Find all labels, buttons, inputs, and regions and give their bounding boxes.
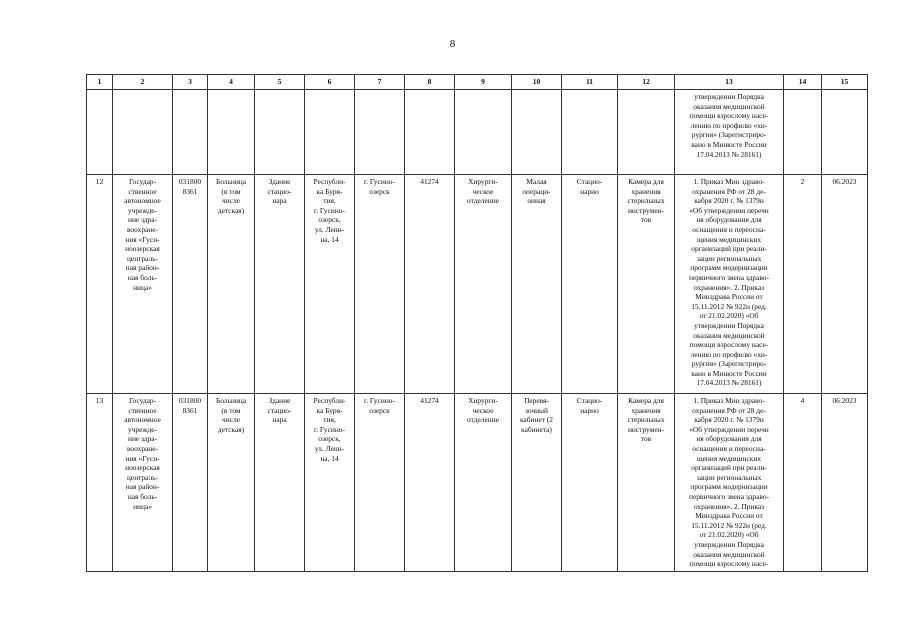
table-cell bbox=[618, 394, 675, 572]
table-cell bbox=[405, 90, 455, 175]
table-cell bbox=[208, 90, 255, 175]
table-cell bbox=[822, 90, 868, 175]
column-header: 5 bbox=[255, 75, 305, 90]
table-cell bbox=[255, 175, 305, 394]
table-cell bbox=[784, 175, 822, 394]
table-cell bbox=[512, 175, 562, 394]
regulation-text: 1. Приказ Мин здраво- охранения РФ от 28 де- кабря 2020 г. № 1379н «Об утверждении перечн ня оборудования для оснащения и переосна- щения медицинских организаций при реали- зации региональных программ модернизации первичного звена здраво- охранения». 2. Приказ Минздрава России от 15.11.2012 № 922н (ред. от 21.02.2020) «Об утверждении Порядка оказания медицинской помощи взрослому насе- bbox=[689, 396, 769, 569]
table-cell bbox=[512, 394, 562, 572]
organization-name: Государ- ственное автономное учрежде- ние здра- воохране- ния «Гуси- ноозерская централь- ная район- ная боль- ница» bbox=[124, 396, 161, 511]
column-header: 10 bbox=[512, 75, 562, 90]
quantity: 4 bbox=[800, 396, 805, 405]
table-cell bbox=[675, 175, 784, 394]
settlement: г. Гусино- озерск bbox=[364, 396, 395, 415]
column-header: 1 bbox=[87, 75, 113, 90]
organization-code: 031800 8361 bbox=[178, 396, 202, 415]
equipment-name: Камера для хранения стерильных инструмен- тов bbox=[627, 177, 665, 225]
table-row bbox=[87, 175, 868, 394]
column-header: 2 bbox=[113, 75, 173, 90]
header-row bbox=[87, 75, 868, 90]
column-header: 15 bbox=[822, 75, 868, 90]
building: Здание стацио- нара bbox=[267, 396, 292, 425]
table-cell bbox=[618, 90, 675, 175]
page-number: 8 bbox=[449, 38, 456, 50]
table-cell bbox=[618, 175, 675, 394]
table-cell bbox=[355, 175, 405, 394]
quantity: 2 bbox=[800, 177, 805, 186]
row-number: 12 bbox=[95, 177, 104, 186]
column-header: 12 bbox=[618, 75, 675, 90]
table-cell bbox=[675, 90, 784, 175]
column-header: 13 bbox=[675, 75, 784, 90]
table-cell bbox=[255, 394, 305, 572]
column-header: 7 bbox=[355, 75, 405, 90]
table-cell bbox=[455, 90, 512, 175]
organization-name: Государ- ственное автономное учрежде- ние здра- воохране- ния «Гуси- ноозерская централь- ная район- ная боль- ница» bbox=[124, 177, 161, 292]
population: 41274 bbox=[420, 396, 439, 405]
department: Хирурги- ческое отделение bbox=[467, 177, 499, 206]
table-cell bbox=[87, 90, 113, 175]
table-cell bbox=[512, 90, 562, 175]
address: Республи- ка Буря- тия, г. Гусино- озерск, ул. Лени- на, 14 bbox=[313, 177, 346, 244]
table-cell bbox=[305, 175, 355, 394]
table-row bbox=[87, 394, 868, 572]
table-cell bbox=[355, 90, 405, 175]
continuation-row bbox=[87, 90, 868, 175]
table-cell bbox=[562, 90, 618, 175]
column-header: 6 bbox=[305, 75, 355, 90]
facility-type: Больница (в том числе детская) bbox=[215, 396, 247, 434]
population: 41274 bbox=[420, 177, 439, 186]
table-cell bbox=[355, 394, 405, 572]
table-cell bbox=[784, 90, 822, 175]
table-cell bbox=[405, 175, 455, 394]
table-cell bbox=[113, 175, 173, 394]
settlement: г. Гусино- озерск bbox=[364, 177, 395, 196]
table-cell bbox=[405, 394, 455, 572]
column-header: 8 bbox=[405, 75, 455, 90]
column-header: 11 bbox=[562, 75, 618, 90]
table-cell bbox=[784, 394, 822, 572]
table-cell bbox=[87, 394, 113, 572]
table-cell bbox=[113, 394, 173, 572]
table-cell bbox=[455, 394, 512, 572]
column-header: 3 bbox=[173, 75, 208, 90]
table-cell bbox=[208, 394, 255, 572]
table-cell bbox=[305, 394, 355, 572]
table-cell bbox=[822, 394, 868, 572]
table-cell bbox=[113, 90, 173, 175]
table-cell bbox=[675, 394, 784, 572]
care-conditions: Стацио- нарно bbox=[576, 396, 603, 415]
facility-type: Больница (в том числе детская) bbox=[215, 177, 247, 215]
column-header: 9 bbox=[455, 75, 512, 90]
table-cell bbox=[305, 90, 355, 175]
regulation-text: утверждении Порядка оказания медицинской помощи взрослому насе- лению по профилю «хи- рургия» (Зарегистриро- вано в Минюсте России 17.04.2013 № 28161) bbox=[689, 92, 769, 159]
row-number: 13 bbox=[95, 396, 104, 405]
table-cell bbox=[455, 175, 512, 394]
table-cell bbox=[562, 175, 618, 394]
column-header: 4 bbox=[208, 75, 255, 90]
table-cell bbox=[87, 175, 113, 394]
column-header: 14 bbox=[784, 75, 822, 90]
equipment-name: Камера для хранения стерильных инструмен- тов bbox=[627, 396, 665, 444]
equipment-table bbox=[86, 74, 868, 572]
table-cell bbox=[173, 394, 208, 572]
table-cell bbox=[173, 175, 208, 394]
table-cell bbox=[562, 394, 618, 572]
table-cell bbox=[822, 175, 868, 394]
room: Перевя- зочный кабинет (2 кабинета) bbox=[520, 396, 553, 434]
regulation-text: 1. Приказ Мин здраво- охранения РФ от 28 де- кабря 2020 г. № 1379н «Об утверждении перечн ня оборудования для оснащения и переосна- щения медицинских организаций при реали- зации региональных программ модернизации первичного звена здраво- охранения». 2. Приказ Минздрава России от 15.11.2012 № 922н (ред. от 21.02.2020) «Об утверждении Порядка оказания медицинской помощи взрослому насе- лению по профилю «хи- рургия» (Зарегистриро- вано в Минюсте России 17.04.2013 № 28161) bbox=[689, 177, 769, 388]
care-conditions: Стацио- нарно bbox=[576, 177, 603, 196]
table-cell bbox=[255, 90, 305, 175]
table-cell bbox=[173, 90, 208, 175]
delivery-date: 06.2023 bbox=[832, 396, 857, 405]
address: Республи- ка Буря- тия, г. Гусино- озерск, ул. Лени- на, 14 bbox=[313, 396, 346, 463]
department: Хирурги- ческое отделение bbox=[467, 396, 499, 425]
delivery-date: 06.2023 bbox=[832, 177, 857, 186]
table-cell bbox=[208, 175, 255, 394]
organization-code: 031800 8361 bbox=[178, 177, 202, 196]
building: Здание стацио- нара bbox=[267, 177, 292, 206]
room: Малая операци- онная bbox=[522, 177, 551, 206]
